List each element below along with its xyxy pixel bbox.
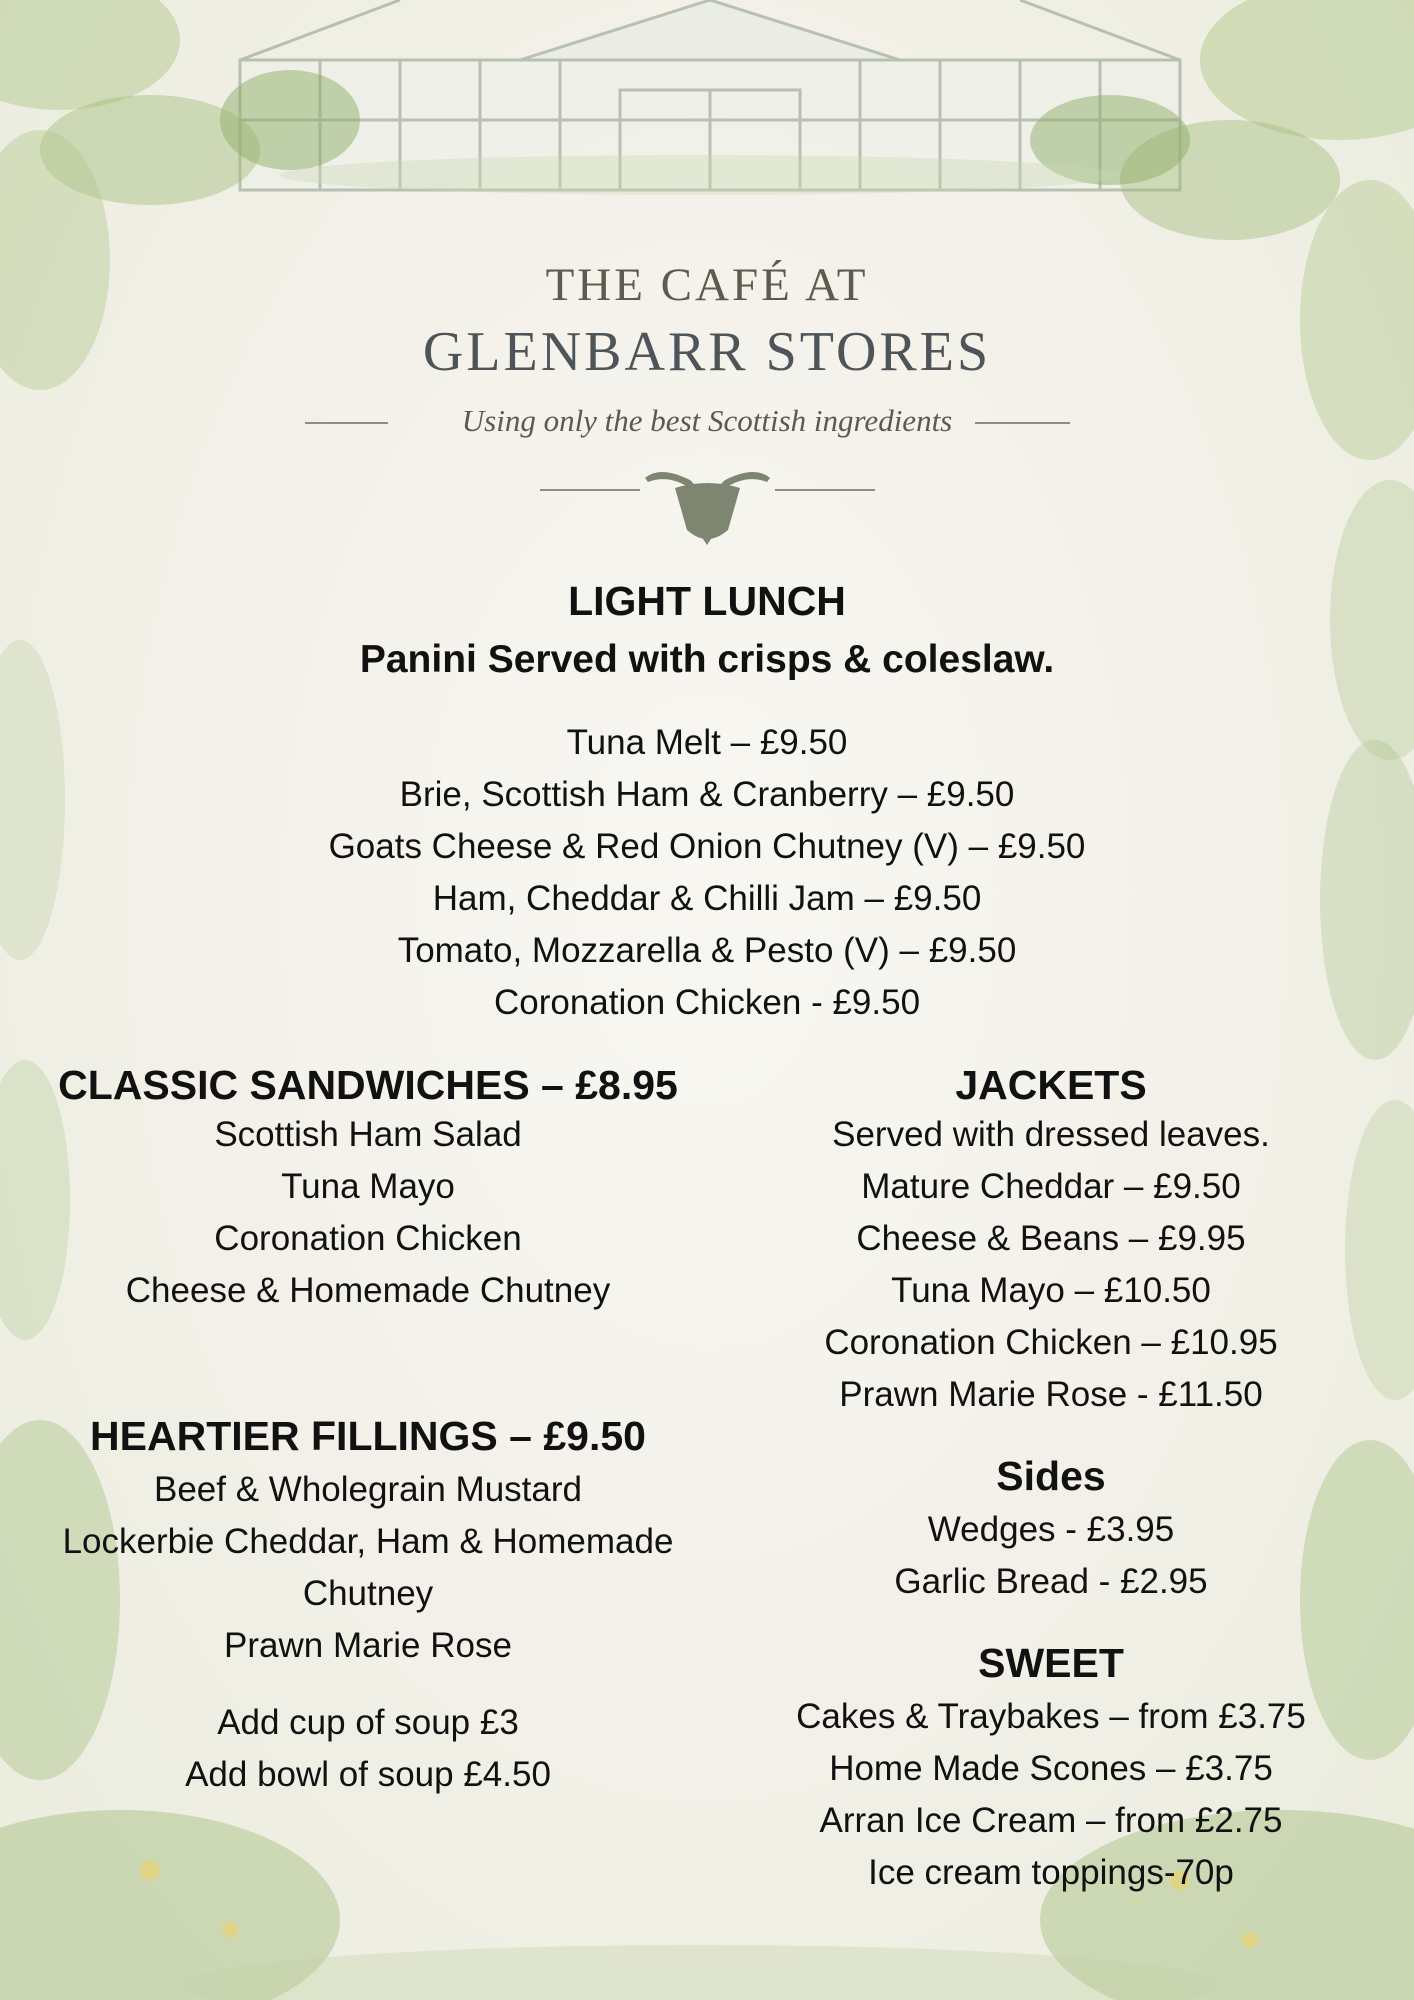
- heartier-fillings-heading: HEARTIER FILLINGS – £9.50: [90, 1413, 646, 1459]
- sides-heading: Sides: [996, 1453, 1106, 1499]
- classic-sandwiches-item: Tuna Mayo: [281, 1167, 455, 1206]
- light-lunch-item: Goats Cheese & Red Onion Chutney (V) – £9.50: [328, 827, 1086, 866]
- jackets-item: Cheese & Beans – £9.95: [856, 1219, 1246, 1258]
- classic-sandwiches-heading: CLASSIC SANDWICHES – £8.95: [58, 1062, 678, 1108]
- classic-sandwiches-item: Coronation Chicken: [214, 1219, 522, 1258]
- heartier-fillings-item: Beef & Wholegrain Mustard: [154, 1470, 582, 1509]
- jackets-item: Mature Cheddar – £9.50: [861, 1167, 1241, 1206]
- jackets-item: Prawn Marie Rose - £11.50: [839, 1375, 1263, 1414]
- sweet-item: Ice cream toppings-70p: [868, 1853, 1234, 1892]
- light-lunch-item: Ham, Cheddar & Chilli Jam – £9.50: [432, 879, 982, 918]
- soup-addon-item: Add bowl of soup £4.50: [185, 1755, 551, 1794]
- sweet-item: Cakes & Traybakes – from £3.75: [796, 1697, 1306, 1736]
- soup-addon-item: Add cup of soup £3: [217, 1703, 519, 1742]
- sides-item: Wedges - £3.95: [927, 1510, 1175, 1549]
- heartier-fillings-item: Lockerbie Cheddar, Ham & Homemade: [62, 1522, 674, 1561]
- light-lunch-item: Tuna Melt – £9.50: [566, 723, 848, 762]
- jackets-item: Tuna Mayo – £10.50: [891, 1271, 1211, 1310]
- brand-name-line2: GLENBARR STORES: [422, 321, 992, 383]
- classic-sandwiches-item: Cheese & Homemade Chutney: [125, 1271, 611, 1310]
- light-lunch-subheading: Panini Served with crisps & coleslaw.: [359, 638, 1055, 681]
- highland-cow-emblem-icon: [645, 472, 770, 545]
- light-lunch-item: Tomato, Mozzarella & Pesto (V) – £9.50: [397, 931, 1017, 970]
- classic-sandwiches-item: Scottish Ham Salad: [214, 1115, 522, 1154]
- light-lunch-heading: LIGHT LUNCH: [568, 578, 846, 624]
- sweet-item: Arran Ice Cream – from £2.75: [819, 1801, 1283, 1840]
- jackets-item: Coronation Chicken – £10.95: [824, 1323, 1278, 1362]
- jackets-note: Served with dressed leaves.: [832, 1115, 1270, 1154]
- brand-tagline: Using only the best Scottish ingredients: [461, 403, 953, 438]
- brand-name-line1: THE CAFÉ AT: [545, 259, 869, 311]
- sides-item: Garlic Bread - £2.95: [894, 1562, 1208, 1601]
- sweet-item: Home Made Scones – £3.75: [829, 1749, 1273, 1788]
- light-lunch-item: Brie, Scottish Ham & Cranberry – £9.50: [399, 775, 1015, 814]
- sweet-heading: SWEET: [978, 1640, 1124, 1686]
- heartier-fillings-item: Chutney: [302, 1574, 434, 1613]
- heartier-fillings-item: Prawn Marie Rose: [224, 1626, 512, 1665]
- jackets-heading: JACKETS: [955, 1062, 1147, 1108]
- light-lunch-item: Coronation Chicken - £9.50: [493, 983, 921, 1022]
